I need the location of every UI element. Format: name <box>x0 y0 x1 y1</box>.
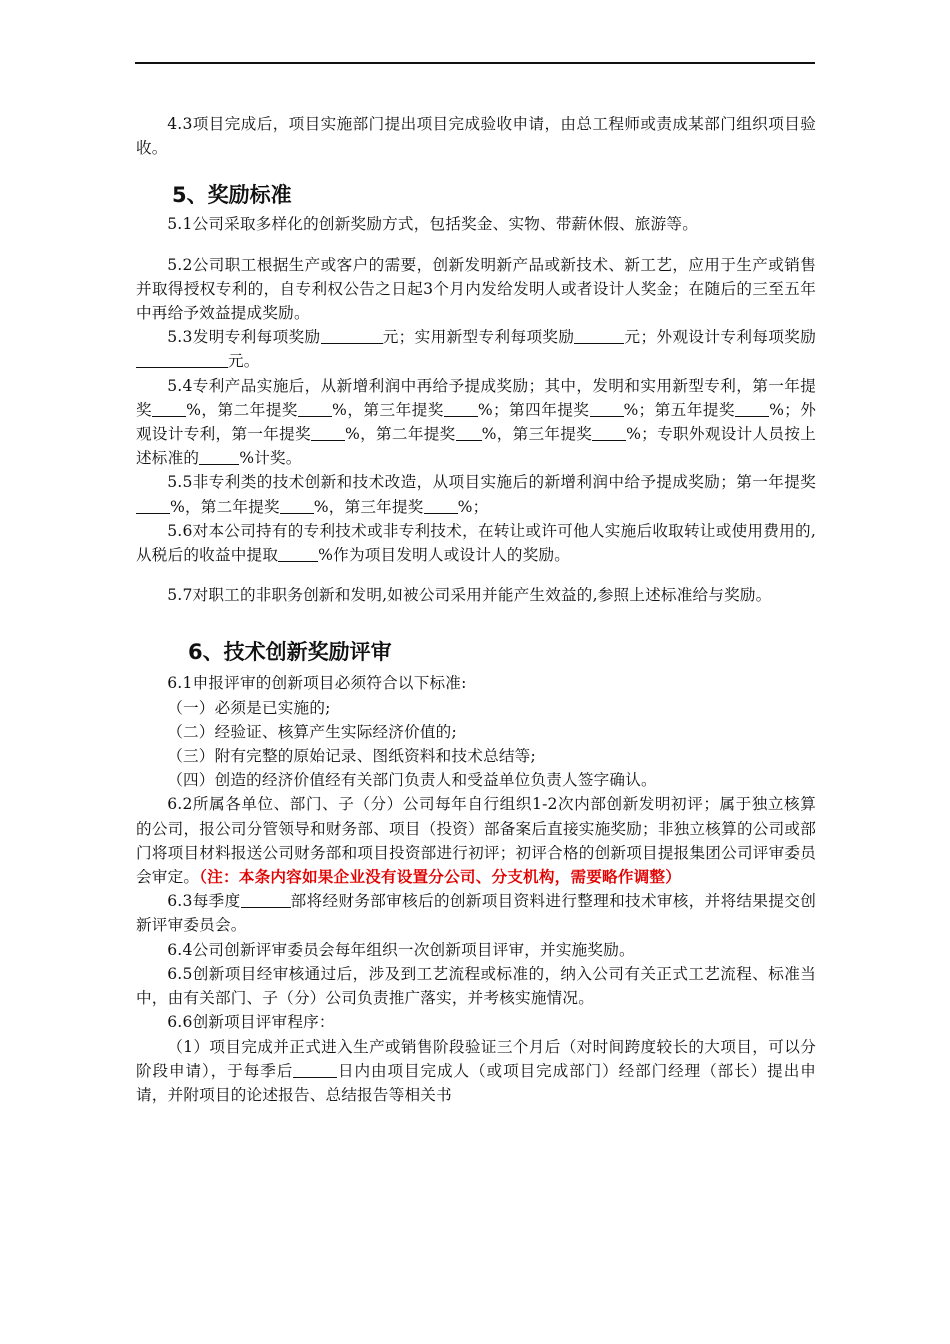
para-6-2: 6.2所属各单位、部门、子（分）公司每年自行组织1-2次内部创新发明初评；属于独立核算的公司，报公司分管领导和财务部、项目（投资）部备案后直接实施奖励；非独立核算的公司或部门将项目材料报送公司财务部和项目投资部进行初评；初评合格的创新项目提报集团公司评审委员会审定。（注：本条内容如果企业没有设置分公司、分支机构，需要略作调整） <box>136 795 816 887</box>
para-6-3: 6.3每季度 部将经财务部审核后的创新项目资料进行整理和技术审核，并将结果提交创新评审委员会。 <box>136 892 817 935</box>
para-5-5: 5.5非专利类的技术创新和技术改造，从项目实施后的新增利润中给予提成奖励；第一年提奖%，第二年提奖 %，第三年提奖 %； <box>136 470 816 518</box>
para-6-6-1: （1）项目完成并正式进入生产或销售阶段验证三个月后（对时间跨度较长的大项目，可以分阶段申请），于每季后 日内由项目完成人（或项目完成部门）经部门经理（部长）提出申请，并附项目的论述报告、总结报告等相关书 <box>136 1037 816 1104</box>
para-6-4: 6.4公司创新评审委员会每年组织一次创新项目评审，并实施奖励。 <box>167 940 635 959</box>
para-5-3: 5.3发明专利每项奖励 元；实用新型专利每项奖励 元；外观设计专利每项奖励元。 <box>136 325 816 373</box>
para-6-2-note: （注：本条内容如果企业没有设置分公司、分支机构，需要略作调整） <box>199 867 681 887</box>
para-6-5: 6.5创新项目经审核通过后，涉及到工艺流程或标准的，纳入公司有关正式工艺流程、标准当中，由有关部门、子（分）公司负责推广落实，并考核实施情况。 <box>136 964 816 1008</box>
para-6-1: 6.1申报评审的创新项目必须符合以下标准: <box>167 674 467 693</box>
heading-5: 5、奖励标准 <box>172 183 292 208</box>
list-item: （二）经验证、核算产生实际经济价值的; <box>167 722 457 741</box>
para-5-6: 5.6对本公司持有的专利技术或非专利技术，在转让或许可他人实施后收取转让或使用费用的,从税后的收益中提取 %作为项目发明人或设计人的奖励。 <box>136 521 816 565</box>
list-item: （一）必须是已实施的; <box>167 698 331 717</box>
para-5-1: 5.1公司采取多样化的创新奖励方式，包括奖金、实物、带薪休假、旅游等。 <box>167 215 698 234</box>
header-rule <box>135 62 815 64</box>
heading-6: 6、技术创新奖励评审 <box>188 640 392 665</box>
document-body <box>136 112 816 1107</box>
list-item: （四）创造的经济价值经有关部门负责人和受益单位负责人签字确认。 <box>167 771 657 790</box>
para-6-6: 6.6创新项目评审程序： <box>167 1013 335 1032</box>
para-5-7: 5.7对职工的非职务创新和发明,如被公司采用并能产生效益的,参照上述标准给与奖励。 <box>167 586 772 605</box>
para-5-2: 5.2公司职工根据生产或客户的需要，创新发明新产品或新技术、新工艺，应用于生产或销售并取得授权专利的，自专利权公告之日起3个月内发给发明人或者设计人奖金；在随后的三至五年中再给予效益提成奖励。 <box>136 255 816 323</box>
para-4-3: 4.3项目完成后，项目实施部门提出项目完成验收申请，由总工程师或责成某部门组织项目验收。 <box>136 115 816 158</box>
list-item: （三）附有完整的原始记录、图纸资料和技术总结等; <box>167 747 536 766</box>
para-5-4: 5.4专利产品实施后，从新增利润中再给予提成奖励；其中，发明和实用新型专利，第一年提奖 %，第二年提奖 %，第三年提奖 %；第四年提奖 %；第五年提奖 %；外观设计专利，第一年提奖 %，第二年提奖 %，第三年提奖 %；专职外观设计人员按上述标准的 %计奖。 <box>136 376 817 468</box>
